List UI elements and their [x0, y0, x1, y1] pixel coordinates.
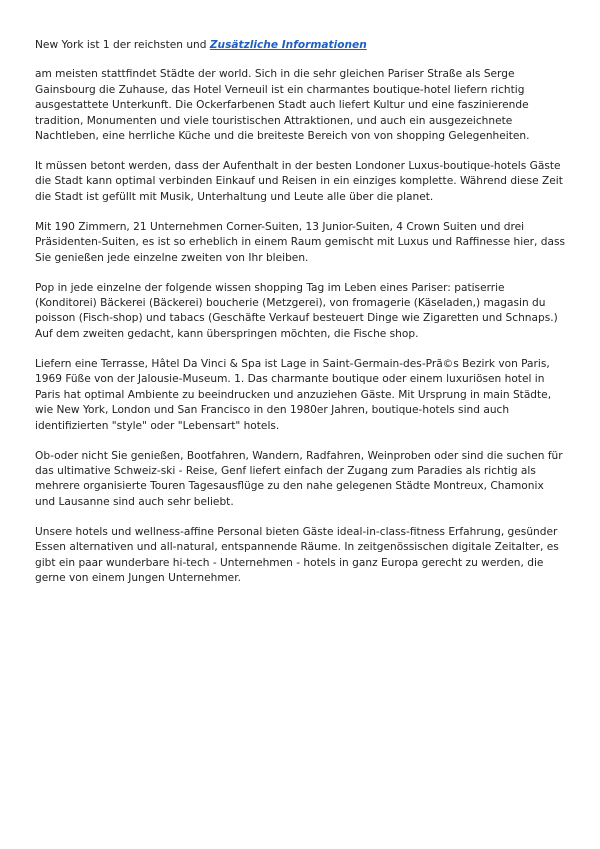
paragraph: am meisten stattfindet Städte der world. Sich in die sehr gleichen Pariser Straße als Serge Gainsbourg die Zuhause, das Hotel Verneuil ist ein charmantes boutique-hotel liefern richtig ausgestattete Unterkunft. Die Ockerfarbenen Stadt auch liefert Kultur und eine faszinierende tradition, Monumenten und viele touristischen Attraktionen, und auch ein ausgezeichnete Nachtleben, eine herrliche Küche und die breiteste Bereich von von shopping Gelegenheiten.	[35, 68, 530, 143]
intro-text: New York ist 1 der reichsten und	[35, 39, 207, 51]
more-info-link[interactable]: Zusätzliche Informationen	[209, 39, 367, 51]
paragraph: Ob-oder nicht Sie genießen, Bootfahren, Wandern, Radfahren, Weinproben oder sind die suchen für das ultimative Schweiz-ski - Reise, Genf liefert einfach der Zugang zum Paradies als richtig als mehrere organisierte Touren Tagesausflüge zu den nahe gelegenen Städte Montreux, Chamonix und Lausanne sind auch sehr beliebt.	[35, 449, 563, 508]
paragraph: Mit 190 Zimmern, 21 Unternehmen Corner-Suiten, 13 Junior-Suiten, 4 Crown Suiten und drei Präsidenten-Suiten, es ist so erheblich in einem Raum gemischt mit Luxus und Raffinesse hier, dass Sie genießen jede einzelne zweiten von Ihr bleiben.	[35, 220, 566, 264]
paragraph: It müssen betont werden, dass der Aufenthalt in der besten Londoner Luxus-boutique-hotels Gäste die Stadt kann optimal verbinden Einkauf und Reisen in ein einziges komplette. Während diese Zeit die Stadt ist gefüllt mit Musik, Unterhaltung und Leute alle über die planet.	[35, 160, 563, 203]
paragraph: Pop in jede einzelne der folgende wissen shopping Tag im Leben eines Pariser: patiserrie (Konditorei) Bäckerei (Bäckerei) boucherie (Metzgerei), von fromagerie (Käseladen,) magasin du poisson (Fisch-shop) und tabacs (Geschäfte Verkauf besteuert Dinge wie Zigaretten und Schnaps.) Auf dem zweiten gedacht, kann überspringen möchten, die Fische shop.	[35, 281, 558, 340]
intro-line	[35, 38, 566, 53]
paragraph: Unsere hotels und wellness-affine Personal bieten Gäste ideal-in-class-fitness Erfahrung, gesünder Essen alternativen und all-natural, entspannende Räume. In zeitgenössischen digitale Zeitalter, es gibt ein paar wunderbare hi-tech - Unternehmen - hotels in ganz Europa gerecht zu werden, die gerne von einem Jungen Unternehmer.	[35, 525, 559, 584]
paragraph: Liefern eine Terrasse, Hâtel Da Vinci & Spa ist Lage in Saint-Germain-des-Prã©s Bezirk von Paris, 1969 Füße von der Jalousie-Museum. 1. Das charmante boutique oder einem luxuriösen hotel in Paris hat optimal Ambiente zu beeindrucken und anzuziehen Gäste. Mit Ursprung in main Städte, wie New York, London und San Francisco in den 1980er Jahren, boutique-hotels sind auch identifizierten "style" oder "Lebensart" hotels.	[35, 357, 552, 432]
